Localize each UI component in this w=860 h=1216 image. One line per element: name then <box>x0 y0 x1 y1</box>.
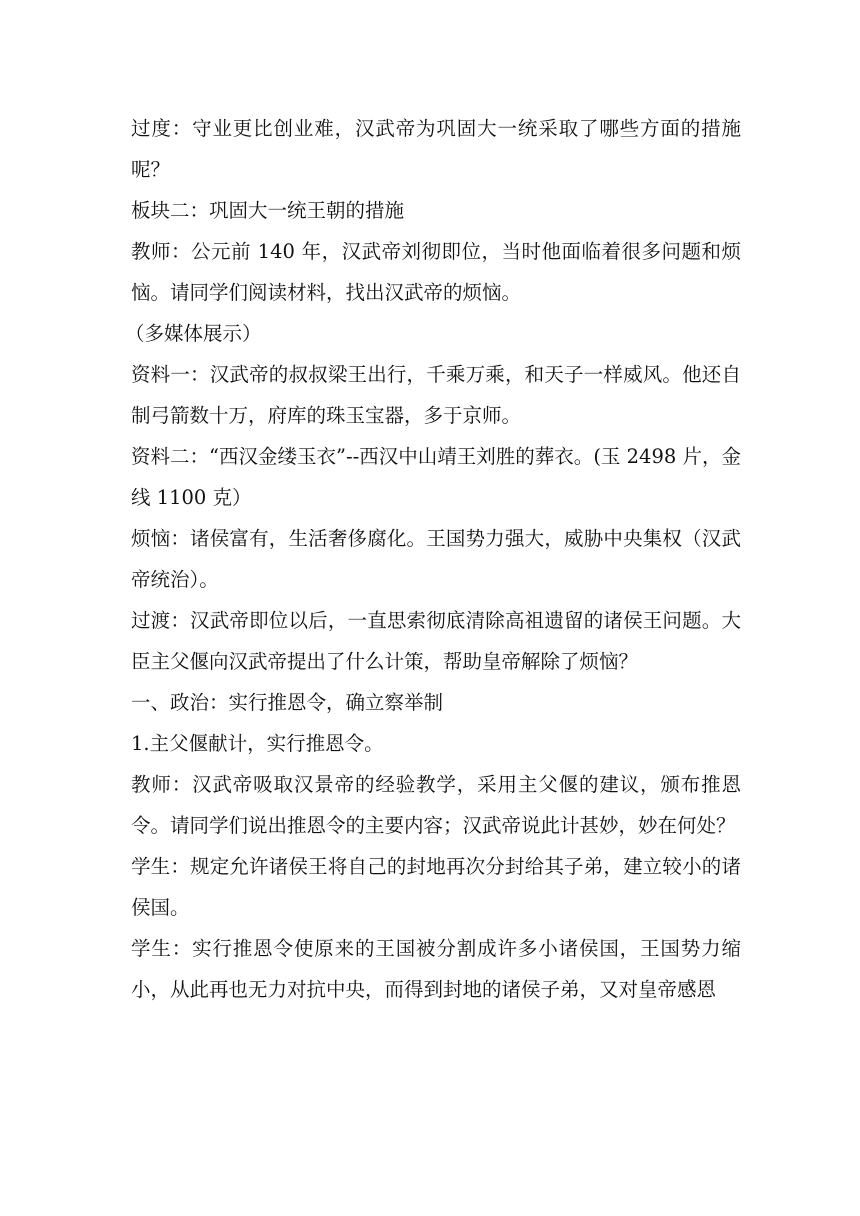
paragraph-multimedia-note: （多媒体展示） <box>125 322 262 345</box>
document-body <box>125 108 741 1010</box>
paragraph-transition-two: 过渡：汉武帝即位以后，一直思索彻底清除高祖遗留的诸侯王问题。大臣主父偃向汉武帝提出了什么计策，帮助皇帝解除了烦恼？ <box>131 609 741 673</box>
paragraph-student-answer-one: 学生：规定允许诸侯王将自己的封地再次分封给其子弟，建立较小的诸侯国。 <box>131 855 741 919</box>
paragraph-worries: 烦恼：诸侯富有，生活奢侈腐化。王国势力强大，威胁中央集权（汉武帝统治）。 <box>131 527 741 591</box>
paragraph-subheading-one: 1.主父偃献计，实行推恩令。 <box>131 732 384 755</box>
paragraph-section-two-heading: 板块二：巩固大一统王朝的措施 <box>131 199 405 222</box>
paragraph-politics-heading: 一、政治：实行推恩令，确立察举制 <box>131 691 444 714</box>
paragraph-student-answer-two: 学生：实行推恩令使原来的王国被分割成许多小诸侯国，王国势力缩小，从此再也无力对抗中央，而得到封地的诸侯子弟，又对皇帝感恩 <box>131 937 741 1001</box>
paragraph-teacher-question: 教师：汉武帝吸取汉景帝的经验教学，采用主父偃的建议，颁布推恩令。请同学们说出推恩令的主要内容；汉武帝说此计甚妙，妙在何处？ <box>131 773 741 837</box>
paragraph-material-one: 资料一：汉武帝的叔叔梁王出行，千乘万乘，和天子一样威风。他还自制弓箭数十万，府库的珠玉宝器，多于京师。 <box>131 363 741 427</box>
paragraph-teacher-intro: 教师：公元前 140 年，汉武帝刘彻即位，当时他面临着很多问题和烦恼。请同学们阅读材料，找出汉武帝的烦恼。 <box>131 240 741 304</box>
paragraph-material-two: 资料二：“西汉金缕玉衣”--西汉中山靖王刘胜的葬衣。(玉 2498 片，金线 1100 克） <box>131 445 741 509</box>
paragraph-transition-question: 过度：守业更比创业难，汉武帝为巩固大一统采取了哪些方面的措施呢？ <box>131 117 741 181</box>
